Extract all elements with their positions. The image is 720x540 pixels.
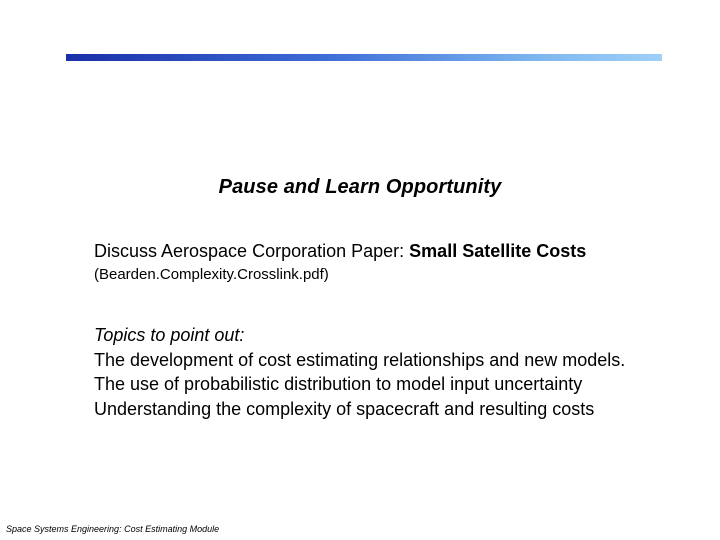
paper-title: Small Satellite Costs [409, 241, 587, 261]
paper-reference [94, 241, 586, 262]
header-gradient-bar [66, 54, 662, 61]
slide-title: Pause and Learn Opportunity [218, 176, 502, 198]
paper-file-name: (Bearden.Complexity.Crosslink.pdf) [94, 266, 329, 283]
topics-block [94, 323, 674, 421]
footer-module-label: Space Systems Engineering: Cost Estimating Module [6, 524, 220, 534]
topics-heading: Topics to point out: [94, 325, 245, 345]
paper-prefix: Discuss Aerospace Corporation Paper: [94, 241, 410, 261]
topic-item: The development of cost estimating relationships and new models. [94, 349, 626, 370]
topic-item: The use of probabilistic distribution to model input uncertainty [94, 374, 583, 394]
topic-item: Understanding the complexity of spacecraft and resulting costs [94, 398, 595, 419]
